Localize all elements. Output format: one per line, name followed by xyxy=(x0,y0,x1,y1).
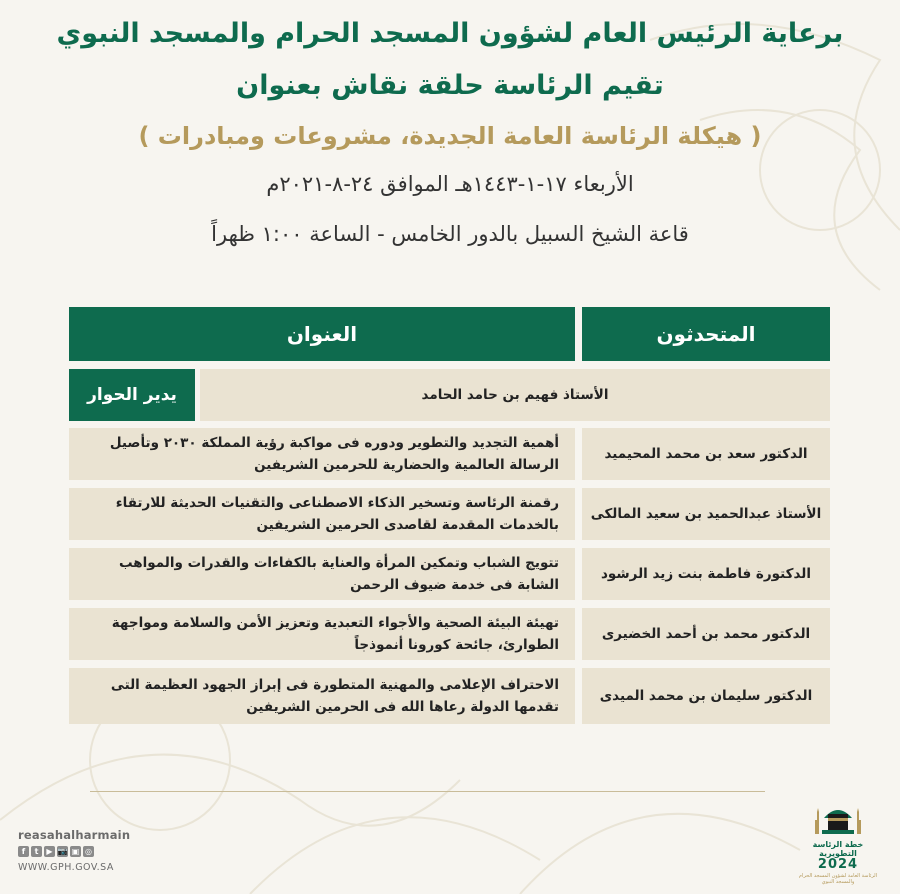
facebook-icon[interactable]: f xyxy=(18,846,29,857)
speaker-cell: الدكتور محمد بن أحمد الخضيرى xyxy=(582,608,830,660)
camera-icon[interactable]: ◎ xyxy=(83,846,94,857)
footer-contact xyxy=(18,828,130,873)
topic-cell: تهيئة البيئة الصحية والأجواء التعبدية وتعزيز الأمن والسلامة ومواجهة الطوارئ، جائحة كورونا أنموذجاً xyxy=(69,608,575,660)
topic-cell: الاحتراف الإعلامى والمهنية المتطورة فى إبراز الجهود العظيمة التى تقدمها الدولة رعاها الله فى الحرمين الشريفين xyxy=(69,668,575,724)
event-title: ( هيكلة الرئاسة العامة الجديدة، مشروعات ومبادرات ) xyxy=(138,122,762,150)
moderator-label: يدير الحوار xyxy=(69,369,195,421)
twitter-icon[interactable]: t xyxy=(31,846,42,857)
speaker-cell: الدكتور سليمان بن محمد الميدى xyxy=(582,668,830,724)
logo-year: 2024 xyxy=(817,857,859,872)
event-intro: تقيم الرئاسة حلقة نقاش بعنوان xyxy=(236,70,664,101)
social-handle[interactable]: reasahalharmain xyxy=(18,828,131,842)
snapchat-icon[interactable]: 📷 xyxy=(57,847,68,856)
topic-cell: تتويج الشباب وتمكين المرأة والعناية بالكفاءات والقدرات والمواهب الشابة فى خدمة ضيوف الرحمن xyxy=(69,548,575,600)
logo-title: خطة الرئاسة التطويرية xyxy=(812,840,864,858)
instagram-icon[interactable]: ▣ xyxy=(71,847,80,856)
topic-cell: أهمية التجديد والتطوير ودوره فى مواكبة رؤية المملكة ٢٠٣٠ وتأصيل الرسالة العالمية والحضارية للحرمين الشريفين xyxy=(69,428,575,480)
moderator-name: الأستاذ فهيم بن حامد الحامد xyxy=(200,369,830,421)
sponsor-line: برعاية الرئيس العام لشؤون المسجد الحرام والمسجد النبوي xyxy=(56,18,844,49)
topic-cell: رقمنة الرئاسة وتسخير الذكاء الاصطناعى والتقنيات الحديثة للارتقاء بالخدمات المقدمة لقاصدى الحرمين الشريفين xyxy=(69,488,575,540)
website-link[interactable]: WWW.GPH.GOV.SA xyxy=(18,862,114,873)
event-venue: قاعة الشيخ السبيل بالدور الخامس - الساعة ١:٠٠ ظهراً xyxy=(211,222,689,246)
header-speakers: المتحدثون xyxy=(582,307,830,361)
event-date: الأربعاء ١٧-١-١٤٤٣هـ الموافق ٢٤-٨-٢٠٢١م xyxy=(266,172,634,196)
header-title: العنوان xyxy=(69,307,575,361)
speaker-cell: الدكتور سعد بن محمد المحيميد xyxy=(582,428,830,480)
footer-divider xyxy=(90,791,765,792)
logo-subtitle: الرئاسة العامة لشؤون المسجد الحرام والمسجد النبوي xyxy=(798,873,878,885)
plan-logo xyxy=(798,800,878,885)
social-icons xyxy=(18,846,130,857)
speaker-cell: الأستاذ عبدالحميد بن سعيد المالكى xyxy=(582,488,830,540)
youtube-icon[interactable]: ▶ xyxy=(44,846,55,857)
kaaba-icon xyxy=(814,800,862,834)
speaker-cell: الدكتورة فاطمة بنت زيد الرشود xyxy=(582,548,830,600)
